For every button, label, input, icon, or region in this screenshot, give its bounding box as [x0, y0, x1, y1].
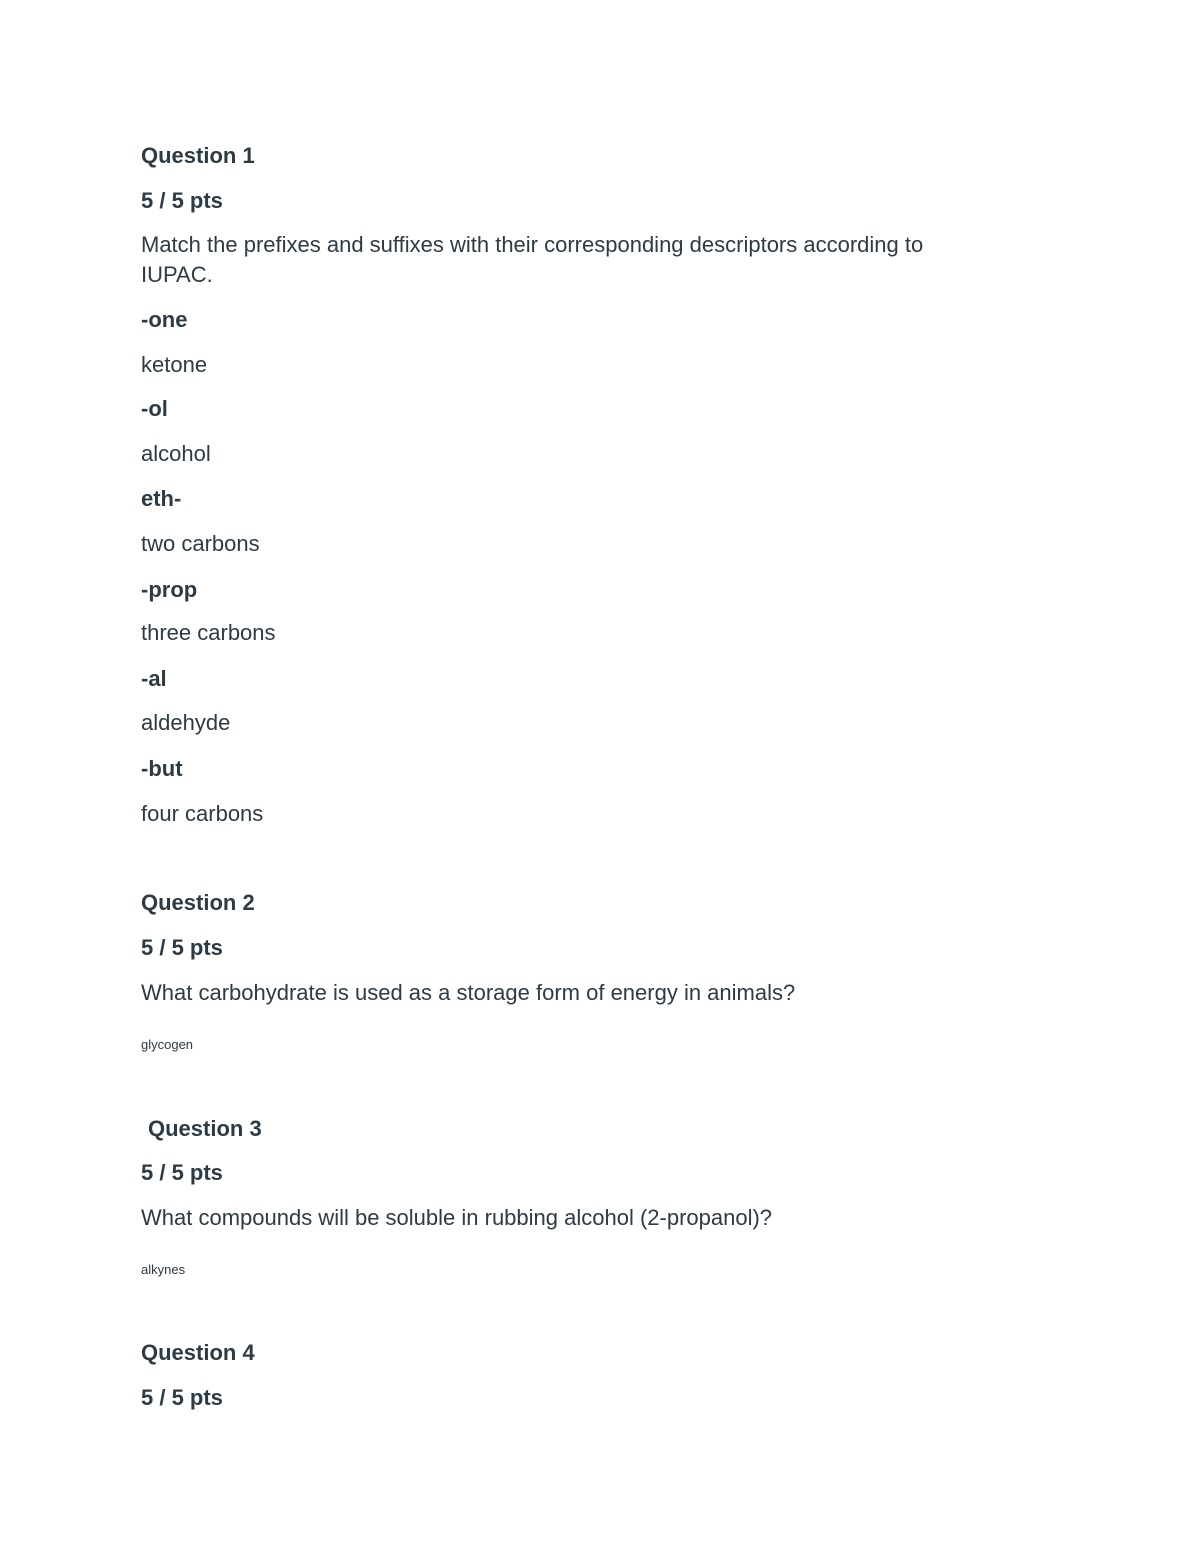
match-descriptor-1: ketone	[141, 352, 208, 377]
match-term-5: -al	[141, 666, 167, 691]
question-4-points: 5 / 5 pts	[141, 1385, 223, 1410]
question-4-title: Question 4	[141, 1340, 255, 1365]
match-descriptor-6: four carbons	[141, 801, 264, 826]
question-3-text: What compounds will be soluble in rubbing alcohol (2-propanol)?	[141, 1205, 773, 1230]
match-term-6: -but	[141, 756, 183, 781]
question-2-answer: glycogen	[141, 1037, 194, 1052]
question-3-title: Question 3	[148, 1116, 262, 1141]
question-3-points: 5 / 5 pts	[141, 1160, 223, 1185]
match-descriptor-4: three carbons	[141, 620, 276, 645]
question-2-points: 5 / 5 pts	[141, 935, 223, 960]
question-3-answer: alkynes	[141, 1262, 186, 1277]
question-1-title: Question 1	[141, 143, 255, 168]
question-1-points: 5 / 5 pts	[141, 188, 223, 213]
match-term-2: -ol	[141, 396, 168, 421]
question-1-text: Match the prefixes and suffixes with their corresponding descriptors according to IUPAC.	[141, 232, 924, 287]
match-term-1: -one	[141, 307, 188, 332]
match-term-3: eth-	[141, 486, 182, 511]
match-term-4: -prop	[141, 577, 198, 602]
match-descriptor-3: two carbons	[141, 531, 260, 556]
question-2-title: Question 2	[141, 890, 255, 915]
match-descriptor-5: aldehyde	[141, 710, 231, 735]
match-descriptor-2: alcohol	[141, 441, 211, 466]
question-2-text: What carbohydrate is used as a storage form of energy in animals?	[141, 980, 796, 1005]
